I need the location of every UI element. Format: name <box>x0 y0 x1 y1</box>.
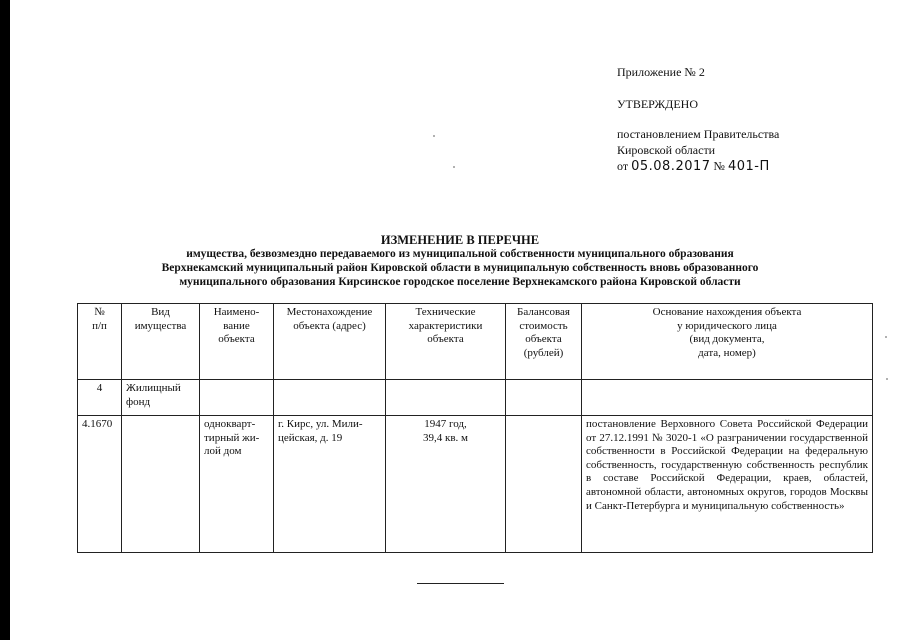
approval-block <box>617 64 887 175</box>
cell-empty <box>274 380 386 416</box>
scan-speck <box>433 135 435 137</box>
header-technical: Технические характеристики объекта <box>386 304 506 380</box>
cell-location: г. Кирс, ул. Мили- цейская, д. 19 <box>274 416 386 553</box>
scan-speck <box>885 336 887 338</box>
cell-balance-value <box>506 416 582 553</box>
decree-date-line <box>617 158 887 175</box>
cell-number: 4.1670 <box>78 416 122 553</box>
property-list-table <box>77 303 873 553</box>
decree-number-sign: № <box>713 159 725 173</box>
header-number: № п/п <box>78 304 122 380</box>
cell-basis: постановление Верховного Совета Российской Федерации от 27.12.1991 № 3020-1 «О разграничении государственной собственности в Российской Федерации на федеральную собственность, государственную собственность республик в составе Российской Федерации, краев, областей, автономной области, автономных округов, городов Москвы и Санкт-Петербурга и муниципальную собственность» <box>582 416 873 553</box>
cell-property-type: Жилищный фонд <box>122 380 200 416</box>
decree-number: 401-П <box>727 159 770 174</box>
cell-object-name: однокварт- тирный жи- лой дом <box>200 416 274 553</box>
document-title: ИЗМЕНЕНИЕ В ПЕРЕЧНЕ <box>380 233 540 247</box>
cell-property-type <box>122 416 200 553</box>
cell-number: 4 <box>78 380 122 416</box>
table-row <box>78 380 873 416</box>
subtitle-line: имущества, безвозмездно передаваемого из муниципальной собственности муниципального образования <box>186 248 734 260</box>
cell-empty <box>582 380 873 416</box>
cell-empty <box>506 380 582 416</box>
header-object-name: Наимено- вание объекта <box>200 304 274 380</box>
table-row <box>78 416 873 553</box>
decree-date: 05.08.2017 <box>631 159 711 174</box>
cell-empty <box>200 380 274 416</box>
bottom-separator-line <box>417 583 504 584</box>
header-basis: Основание нахождения объекта у юридического лица (вид документа, дата, номер) <box>582 304 873 380</box>
table-header-row <box>78 304 873 380</box>
decree-line-1: постановлением Правительства <box>617 127 780 141</box>
scan-left-edge <box>0 0 10 640</box>
document-subtitle <box>80 247 840 289</box>
header-property-type: Вид имущества <box>122 304 200 380</box>
subtitle-line: Верхнекамский муниципальный район Кировской области в муниципальную собственность вновь образованного <box>161 262 759 274</box>
approved-label: УТВЕРЖДЕНО <box>617 97 699 111</box>
decree-prefix: от <box>617 159 629 173</box>
cell-empty <box>386 380 506 416</box>
decree-line-2: Кировской области <box>617 143 716 157</box>
scan-speck <box>886 378 888 380</box>
header-balance-value: Балансовая стоимость объекта (рублей) <box>506 304 582 380</box>
appendix-label: Приложение № 2 <box>617 65 705 79</box>
cell-technical: 1947 год, 39,4 кв. м <box>386 416 506 553</box>
subtitle-line: муниципального образования Кирсинское городское поселение Верхнекамского района Кировской области <box>179 276 741 288</box>
header-location: Местонахождение объекта (адрес) <box>274 304 386 380</box>
scan-speck <box>453 166 455 168</box>
